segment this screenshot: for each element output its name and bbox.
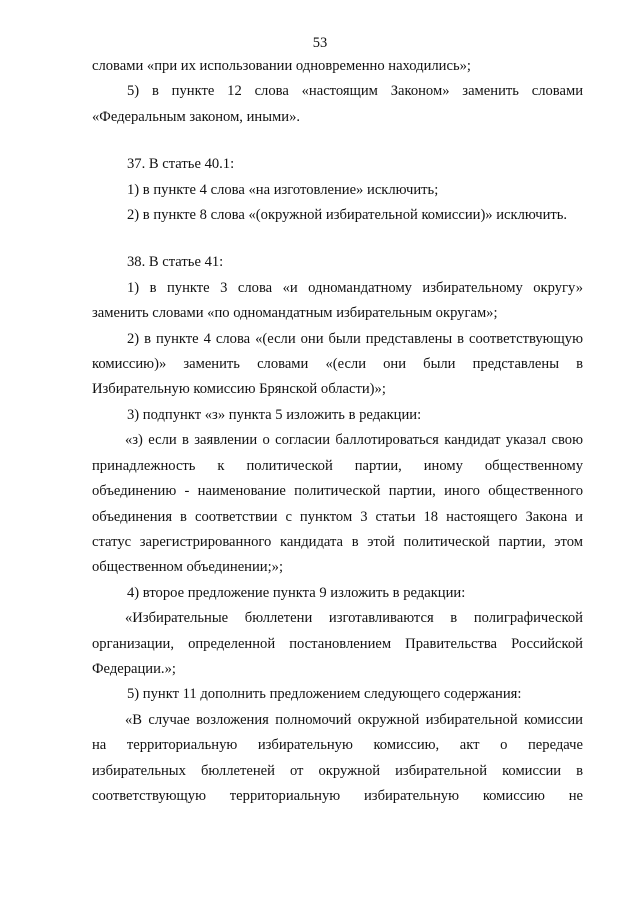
text-line: 4) второе предложение пункта 9 изложить в редакции:: [127, 584, 466, 601]
text-line: 1) в пункте 4 слова «на изготовление» исключить;: [127, 181, 439, 198]
text-line: объединения в соответствии с пунктом 3 статьи 18 настоящего Закона и: [92, 508, 583, 525]
text-line: 1) в пункте 3 слова «и одномандатному избирательному округу»: [127, 279, 583, 296]
text-line: заменить словами «по одномандатным избирательным округам»;: [92, 305, 498, 322]
text-line: 5) пункт 11 дополнить предложением следующего содержания:: [127, 686, 522, 703]
page-number: 53: [312, 35, 328, 51]
text-line: соответствующую территориальную избирательную комиссию не: [92, 787, 583, 804]
text-line: «В случае возложения полномочий окружной избирательной комиссии: [125, 711, 583, 728]
text-line: 5) в пункте 12 слова «настоящим Законом» заменить словами: [127, 83, 583, 100]
text-line: «Федеральным законом, иными».: [92, 108, 301, 125]
article-heading: 38. В статье 41:: [127, 254, 224, 271]
text-line: объединению - наименование политической партии, иного общественного: [92, 483, 583, 500]
text-line: 2) в пункте 8 слова «(окружной избирательной комиссии)» исключить.: [127, 207, 568, 224]
text-line: словами «при их использовании одновременно находились»;: [92, 58, 471, 74]
document-body: [92, 54, 583, 809]
text-line: организации, определенной постановлением Правительства Российской: [92, 635, 583, 652]
text-line: 2) в пункте 4 слова «(если они были представлены в соответствующую: [127, 330, 583, 347]
text-line: комиссию)» заменить словами «(если они были представлены в: [92, 356, 583, 373]
text-line: статус зарегистрированного кандидата в этой политической партии, этом: [92, 533, 583, 550]
text-line: принадлежность к политической партии, иному общественному: [92, 457, 583, 474]
text-line: на территориальную избирательную комиссию, акт о передаче: [92, 737, 583, 754]
text-line: Избирательную комиссию Брянской области)»;: [92, 381, 386, 398]
text-line: общественном объединении;»;: [92, 559, 284, 576]
text-line: избирательных бюллетеней от окружной избирательной комиссии в: [92, 762, 583, 779]
text-line: Федерации.»;: [92, 660, 176, 677]
article-heading: 37. В статье 40.1:: [127, 156, 235, 173]
text-line: «Избирательные бюллетени изготавливаются в полиграфической: [125, 610, 583, 627]
text-line: «з) если в заявлении о согласии баллотироваться кандидат указал свою: [125, 432, 583, 449]
text-line: 3) подпункт «з» пункта 5 изложить в редакции:: [127, 406, 422, 423]
